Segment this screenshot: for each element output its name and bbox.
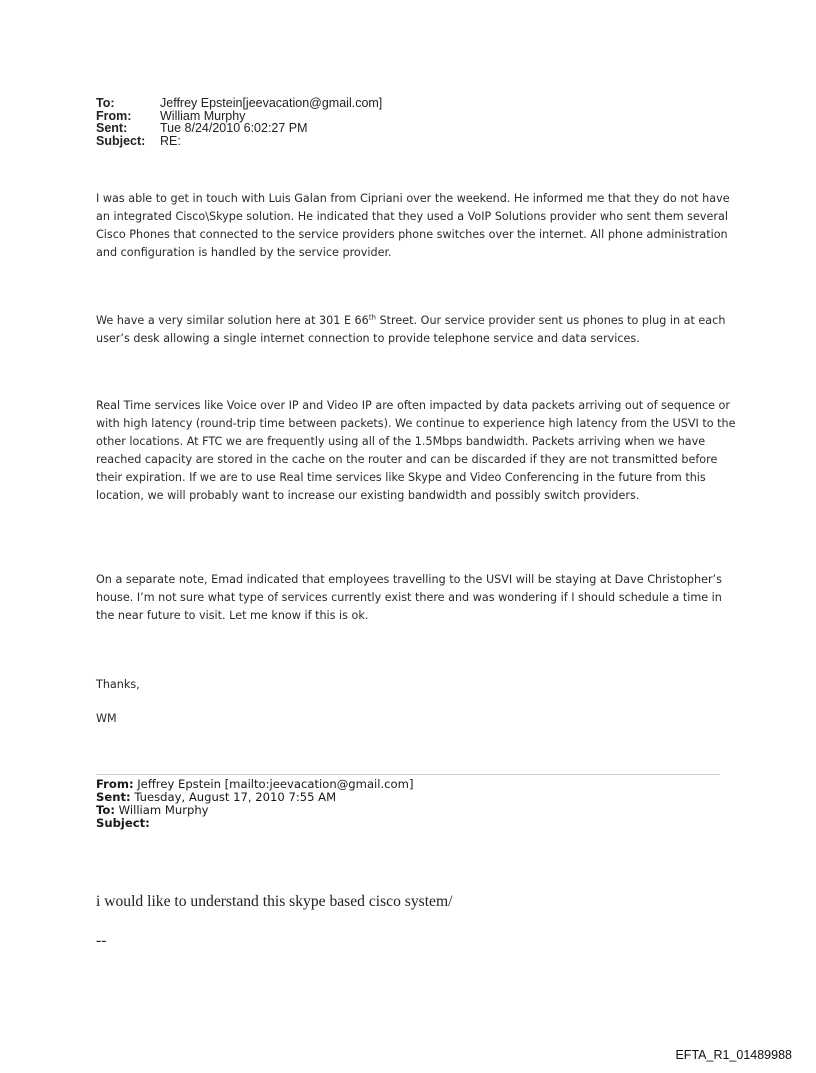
subject-label: Subject:	[96, 133, 146, 148]
orig-sent-label: Sent:	[96, 790, 131, 804]
body-paragraph-3: Real Time services like Voice over IP and Video IP are often impacted by data packets arriving out of sequence or with high latency (round-trip time between packets). We continue to experience high latency from the USVI to the other locations. At FTC we are frequently using all of the 1.5Mbps bandwidth. Packets arriving when we have reached capacity are stored in the cache on the router and can be discarded if they are not transmitted before their expiration. If we are to use Real time services like Skype and Video Conferencing in the future from this location, we will probably want to increase our existing bandwidth and possibly switch providers.	[96, 399, 736, 502]
header-sent-row	[96, 122, 382, 135]
from-value: William Murphy	[160, 108, 246, 123]
orig-subject-row	[96, 817, 413, 830]
header-subject-row	[96, 135, 382, 148]
p2-text-start: We have a very similar solution here at 301 E 66	[96, 314, 369, 327]
from-label: From:	[96, 108, 132, 123]
to-label: To:	[96, 96, 115, 110]
p2-superscript: th	[368, 313, 376, 322]
p2-text-end: Street. Our service provider sent us phones to plug in at each user’s desk allowing a single internet connection to provide telephone service and data services.	[96, 314, 726, 345]
header-to-row	[96, 97, 382, 110]
orig-from-label: From:	[96, 777, 134, 791]
original-message-header	[96, 778, 413, 830]
email-header	[96, 97, 382, 147]
sent-value: Tue 8/24/2010 6:02:27 PM	[160, 121, 308, 135]
document-id: EFTA_R1_01489988	[675, 1048, 792, 1062]
body-paragraph-4: On a separate note, Emad indicated that employees travelling to the USVI will be staying at Dave Christopher’s house. I’m not sure what type of services currently exist there and was wondering if I should schedule a time in the near future to visit. Let me know if this is ok.	[96, 573, 722, 622]
body-paragraph-2	[96, 312, 736, 348]
body-paragraph-1: I was able to get in touch with Luis Galan from Cipriani over the weekend. He informed me that they do not have an integrated Cisco\Skype solution. He indicated that they used a VoIP Solutions provider who sent them several Cisco Phones that connected to the service providers phone switches over the internet. All phone administration and configuration is handled by the service provider.	[96, 192, 730, 259]
orig-from-value: Jeffrey Epstein [mailto:jeevacation@gmail.com]	[133, 777, 414, 791]
sent-label: Sent:	[96, 121, 128, 135]
original-message-body: i would like to understand this skype based cisco system/	[96, 893, 453, 910]
orig-subject-label: Subject:	[96, 816, 150, 830]
subject-value: RE:	[160, 133, 181, 148]
closing: Thanks,	[96, 678, 140, 691]
signature: WM	[96, 712, 117, 725]
quote-divider	[96, 774, 720, 775]
to-value: Jeffrey Epstein[jeevacation@gmail.com]	[160, 96, 383, 110]
orig-sent-value: Tuesday, August 17, 2010 7:55 AM	[130, 790, 337, 804]
orig-to-label: To:	[96, 803, 115, 817]
signature-separator: --	[96, 932, 107, 949]
orig-to-value: William Murphy	[114, 803, 209, 817]
